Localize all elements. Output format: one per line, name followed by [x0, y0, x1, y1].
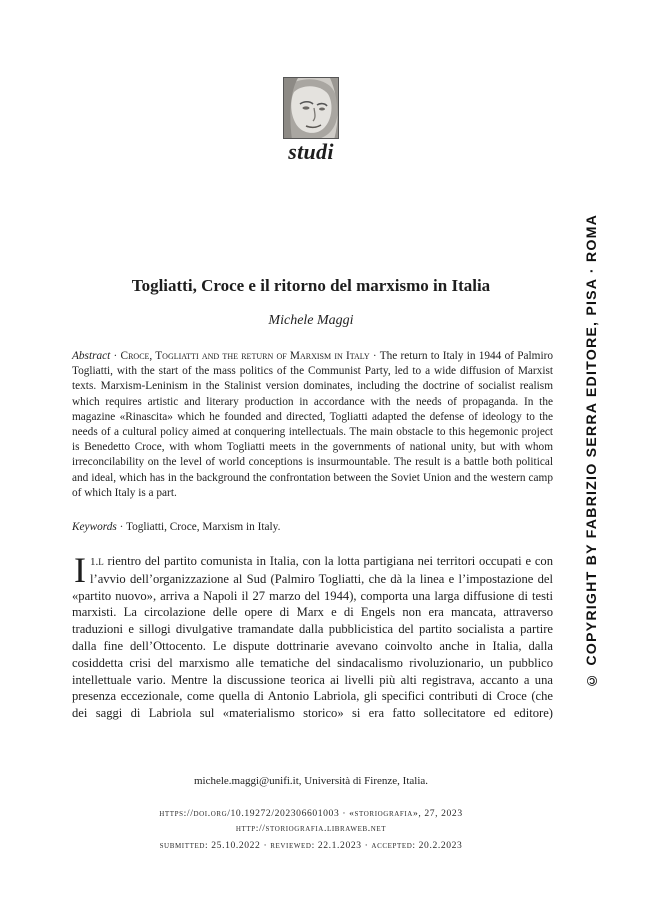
keywords-text: Togliatti, Croce, Marxism in Italy. — [126, 521, 281, 533]
copyright-notice: © COPYRIGHT BY FABRIZIO SERRA EDITORE, PISA · ROMA — [584, 213, 600, 688]
journal-url-line: http://storiografia.libraweb.net — [235, 823, 387, 834]
journal-logo-image — [283, 77, 339, 139]
keywords-separator: · — [116, 521, 126, 533]
article-author: Michele Maggi — [268, 313, 354, 328]
abstract-separator: · — [110, 350, 121, 362]
abstract-text: · The return to Italy in 1944 of Palmiro Togliatti, with the start of the mass politics of the Communist Party, led to a wide diffusion of Marxist texts. Marxism-Leninism in the Stalinist version dominates, including the doctrine of socialist realism which requires artistic and literary production in accordance with the needs of propaganda. In the magazine «Rinascita» which he founded and directed, Togliatti adapted the defense of ideology to the needs of a cultural policy aimed at conquering intellectuals. The main obstacle to this hegemonic project is Benedetto Croce, with whom Togliatti meets in the governments of national unity, but with whom irreconcilability on the level of world conceptions is insurmountable. The result is a battle both political and ideal, which has in the background the confrontation between the Soviet Union and the western camp of which Italy is a part. — [72, 350, 553, 499]
keywords-label: Keywords — [72, 521, 117, 533]
body-paragraph: rientro del partito comunista in Italia, con la lotta partigiana nei territori occupati e con l’avvio dell’organizzazione al Sud (Palmiro Togliatti, che dà la linea e l’impostazione del «partito nuovo», arriva a Napoli il 27 marzo del 1944), comporta una larga diffusione di testi marxisti. La circolazione delle opere di Marx e di Engels non era mancata, attraverso traduzioni e sillogi divulgative tramandate dalla pubblicistica del partito socialista a partire dalla fine dell’Ottocento. Le dispute dottrinarie avevano coinvolto anche in Italia, dalla cosiddetta crisi del marxismo alle tematiche del sindacalismo rivoluzionario, un pubblico intellettuale vario. Mentre la discussione teorica ai livelli più alti registrava, accanto a una presenza eccezionale, come quella di Antonio Labriola, gli specifici contributi di Croce (che dei saggi di Labriola sul «materialismo storico» si era fatto sollecitatore ed editore) — [72, 554, 553, 721]
author-email-affiliation: michele.maggi@unifi.it, Università di Firenze, Italia. — [193, 775, 429, 787]
article-body — [72, 550, 553, 722]
sculpted-face-icon — [284, 78, 339, 139]
article-title: Togliatti, Croce e il ritorno del marxismo in Italia — [131, 276, 491, 295]
abstract-heading: Croce, Togliatti and the return of Marxism in Italy — [120, 350, 370, 362]
abstract — [72, 349, 553, 501]
section-title: studi — [288, 139, 334, 164]
doi-line: https://doi.org/10.19272/202306601003 · «storiografia», 27, 2023 — [159, 808, 463, 819]
keywords — [72, 520, 553, 535]
first-word-rest: l — [98, 554, 104, 568]
abstract-label: Abstract — [72, 350, 111, 362]
section-number: 1. — [90, 556, 99, 568]
review-dates-line: submitted: 25.10.2022 · reviewed: 22.1.2023 · accepted: 20.2.2023 — [159, 840, 463, 851]
drop-cap: I — [74, 550, 86, 590]
